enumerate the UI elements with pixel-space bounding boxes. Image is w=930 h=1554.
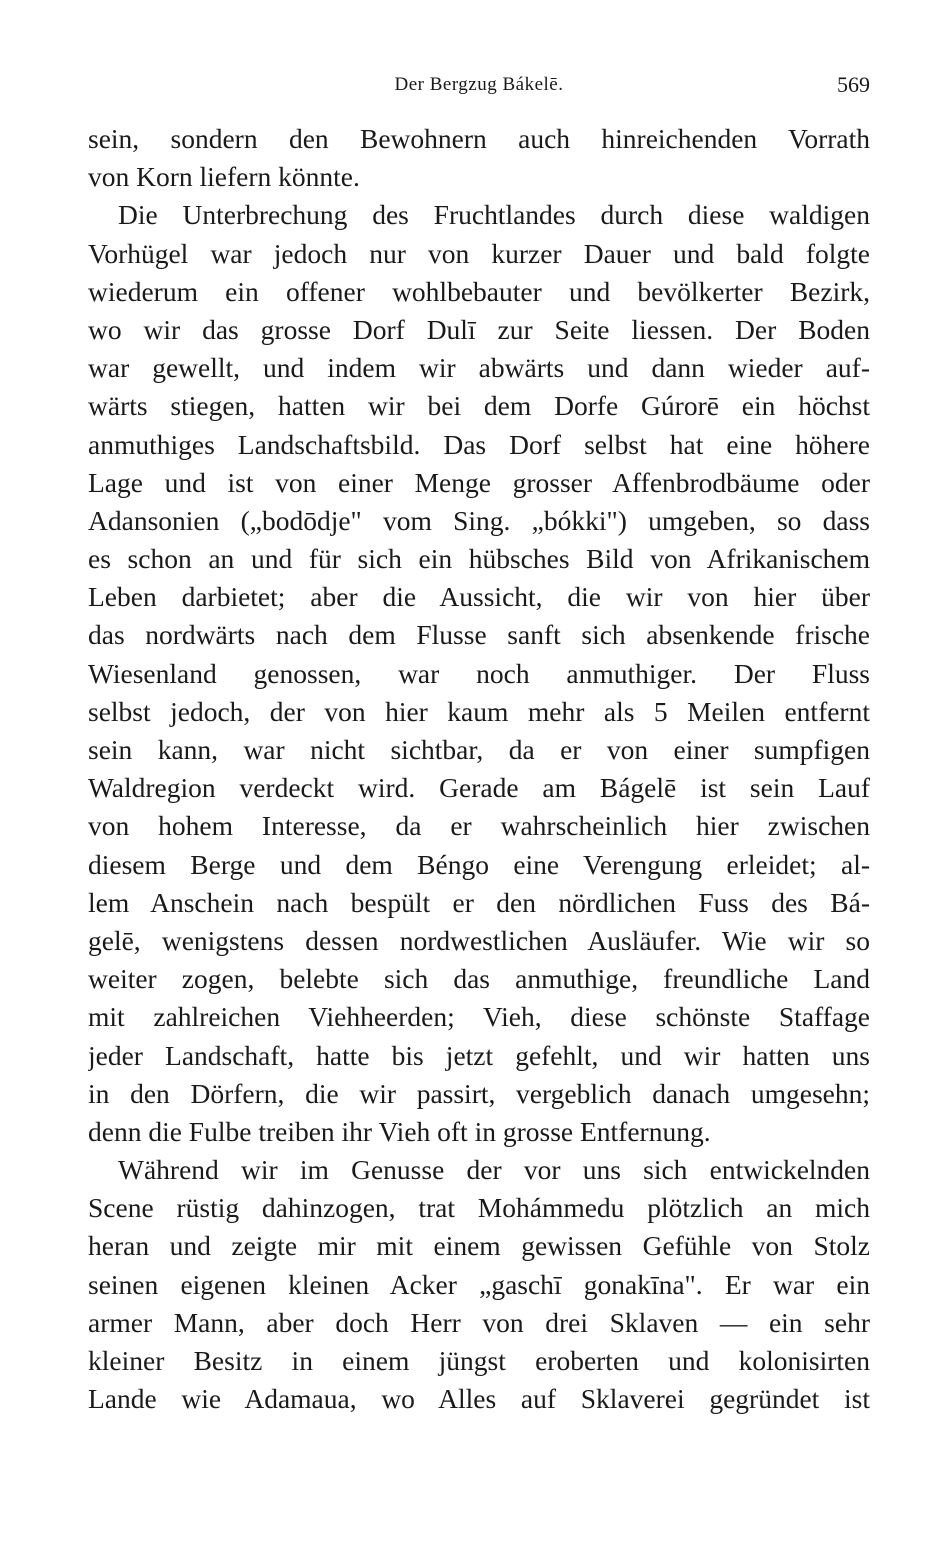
text-line: denn die Fulbe treiben ihr Vieh oft in grosse Entfernung. [88,1115,711,1147]
text-line: selbst jedoch, der von hier kaum mehr als 5 Meilen entfernt [88,695,870,727]
text-line: mit zahlreichen Viehheerden; Vieh, diese schönste Staffage [88,1001,870,1033]
text-line: sein, sondern den Bewohnern auch hinreichenden Vorrath [88,123,870,154]
text-line: Scene rüstig dahinzogen, trat Mohámmedu plötzlich an mich [88,1192,870,1224]
text-line: diesem Berge und dem Béngo eine Verengung erleidet; al- [88,848,870,880]
text-line: wo wir das grosse Dorf Dulī zur Seite liessen. Der Boden [88,313,870,345]
text-line: von hohem Interesse, da er wahrscheinlich hier zwischen [88,810,870,842]
text-line: kleiner Besitz in einem jüngst eroberten und kolonisirten [88,1345,870,1376]
text-line: Waldregion verdeckt wird. Gerade am Bágelē ist sein Lauf [88,772,870,804]
page-header [88,72,870,104]
text-line: war gewellt, und indem wir abwärts und dann wieder auf- [88,352,870,384]
text-line: armer Mann, aber doch Herr von drei Sklaven — ein sehr [88,1306,870,1338]
text-line: jeder Landschaft, hatte bis jetzt gefehlt, und wir hatten uns [88,1039,870,1071]
text-line: von Korn liefern könnte. [88,161,360,193]
text-line: Während wir im Genusse der vor uns sich entwickelnden [118,1154,870,1186]
running-title: Der Bergzug Bákelē. [394,74,564,95]
text-line: anmuthiges Landschaftsbild. Das Dorf selbst hat eine höhere [88,428,870,460]
text-line: sein kann, war nicht sichtbar, da er von einer sumpfigen [88,734,870,765]
text-line: Leben darbietet; aber die Aussicht, die wir von hier über [88,581,870,613]
text-line: wärts stiegen, hatten wir bei dem Dorfe Gúrorē ein höchst [88,390,870,422]
text-line: Adansonien („bodōdje" vom Sing. „bókki") umgeben, so dass [88,504,870,536]
text-line: Lage und ist von einer Menge grosser Affenbrodbäume oder [88,466,870,498]
page-number: 569 [837,72,870,97]
text-line: seinen eigenen kleinen Acker „gaschī gonakīna". Er war ein [88,1268,870,1300]
text-line: Vorhügel war jedoch nur von kurzer Dauer und bald folgte [88,237,870,269]
text-line: Lande wie Adamaua, wo Alles auf Sklaverei gegründet ist [88,1383,870,1415]
text-line: das nordwärts nach dem Flusse sanft sich absenkende frische [88,619,870,651]
text-line: Die Unterbrechung des Fruchtlandes durch diese waldigen [118,199,870,231]
text-line: Wiesenland genossen, war noch anmuthiger. Der Fluss [88,657,870,689]
text-line: in den Dörfern, die wir passirt, vergeblich danach umgesehn; [88,1077,870,1109]
body-text [88,120,870,1418]
text-line: gelē, wenigstens dessen nordwestlichen Ausläufer. Wie wir so [88,924,870,956]
text-line: lem Anschein nach bespült er den nördlichen Fuss des Bá- [88,886,870,918]
text-line: es schon an und für sich ein hübsches Bild von Afrikanischem [88,543,870,575]
text-line: heran und zeigte mir mit einem gewissen Gefühle von Stolz [88,1230,870,1262]
text-line: wiederum ein offener wohlbebauter und bevölkerter Bezirk, [88,275,870,307]
text-line: weiter zogen, belebte sich das anmuthige, freundliche Land [88,963,870,995]
